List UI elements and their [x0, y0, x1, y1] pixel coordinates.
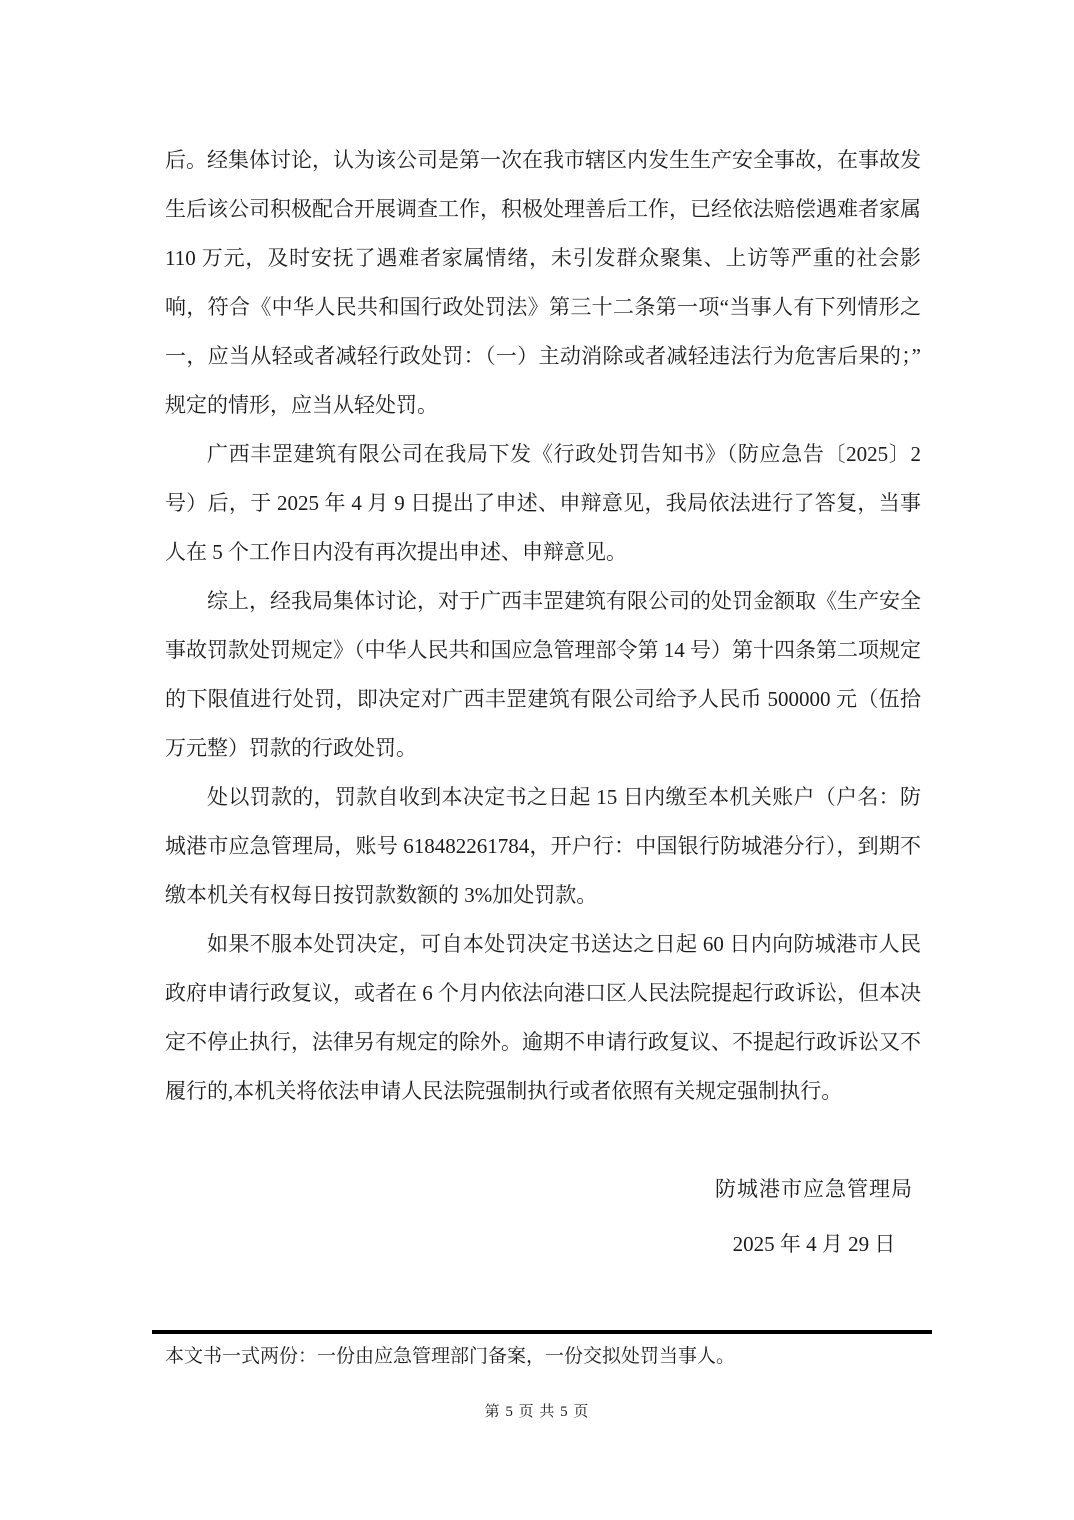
signature-agency: 防城港市应急管理局 — [715, 1177, 913, 1201]
body-paragraph: 处以罚款的，罚款自收到本决定书之日起 15 日内缴至本机关账户（户名：防城港市应急管理局，账号 618482261784，开户行：中国银行防城港分行），到期不缴本机关有权每日按罚款数额的 3%加处罚款。 — [165, 785, 921, 907]
signature-date: 2025 年 4 月 29 日 — [732, 1232, 896, 1256]
body-paragraph: 广西丰罡建筑有限公司在我局下发《行政处罚告知书》（防应急告〔2025〕2号）后，于 2025 年 4 月 9 日提出了申述、申辩意见，我局依法进行了答复，当事人在 5 个工作日内没有再次提出申述、申辩意见。 — [165, 442, 921, 564]
body-paragraph: 综上，经我局集体讨论，对于广西丰罡建筑有限公司的处罚金额取《生产安全事故罚款处罚规定》（中华人民共和国应急管理部令第 14 号）第十四条第二项规定的下限值进行处罚，即决定对广西丰罡建筑有限公司给予人民币 500000 元（伍拾万元整）罚款的行政处罚。 — [165, 589, 921, 760]
body-paragraph: 如果不服本处罚决定，可自本处罚决定书送达之日起 60 日内向防城港市人民政府申请行政复议，或者在 6 个月内依法向港口区人民法院提起行政诉讼，但本决定不停止执行，法律另有规定的除外。逾期不申请行政复议、不提起行政诉讼又不履行的,本机关将依法申请人民法院强制执行或者依照有关规定强制执行。 — [165, 932, 921, 1103]
page-number: 第 5 页 共 5 页 — [484, 1404, 590, 1420]
document-body — [165, 136, 921, 1272]
body-paragraph: 后。经集体讨论，认为该公司是第一次在我市辖区内发生生产安全事故，在事故发生后该公司积极配合开展调查工作，积极处理善后工作，已经依法赔偿遇难者家属 110 万元，及时安抚了遇难者家属情绪，未引发群众聚集、上访等严重的社会影响，符合《中华人民共和国行政处罚法》第三十二条第一项“当事人有下列情形之一，应当从轻或者减轻行政处罚：（一）主动消除或者减轻违法行为危害后果的；”规定的情形，应当从轻处罚。 — [165, 148, 921, 417]
footer-divider — [152, 1330, 932, 1334]
footer-copies-note: 本文书一式两份：一份由应急管理部门备案，一份交拟处罚当事人。 — [165, 1346, 736, 1367]
signature-block — [715, 1162, 913, 1272]
